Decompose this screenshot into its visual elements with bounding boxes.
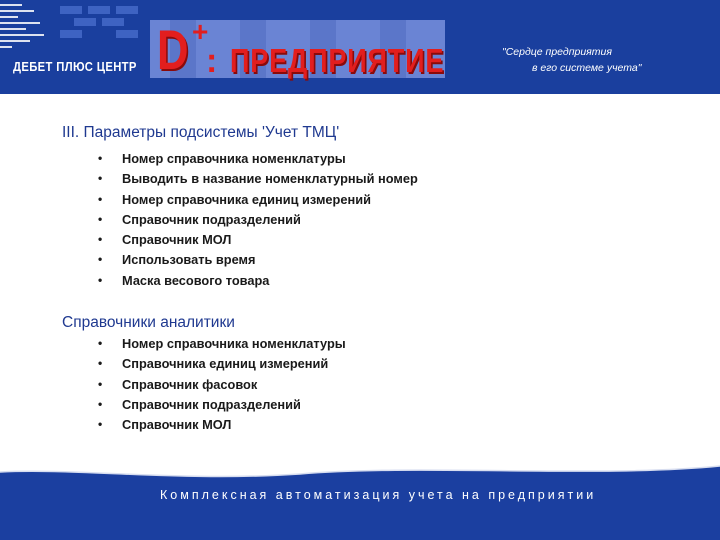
logo-letter: D (157, 18, 189, 81)
list-item-text: Справочник фасовок (122, 376, 258, 392)
logo-colon: : (206, 42, 218, 80)
bullet: • (98, 396, 103, 411)
bullet: • (98, 336, 103, 350)
list-item-text: Справочник подразделений (122, 396, 301, 412)
list-item-text: Использовать время (122, 252, 256, 268)
bullet: • (98, 252, 103, 267)
list-item-text: Справочник МОЛ (122, 232, 232, 248)
section-title-analytics: Справочники аналитики (62, 314, 235, 331)
company-name: ДЕБЕТ ПЛЮС ЦЕНТР (13, 60, 137, 74)
bullet: • (98, 356, 103, 371)
bullet: • (98, 232, 103, 247)
slogan-line-1: "Сердце предприятия (502, 46, 612, 58)
bullet: • (98, 272, 103, 287)
list-item-text: Номер справочника номенклатуры (122, 151, 346, 166)
list-item-text: Выводить в название номенклатурный номер (122, 171, 418, 187)
list-item-text: Номер справочника единиц измерений (122, 191, 371, 207)
list-item-text: Справочник МОЛ (122, 417, 232, 433)
bullet: • (98, 211, 103, 226)
bullet: • (98, 191, 103, 206)
list-item-text: Номер справочника номенклатуры (122, 336, 346, 351)
list-item-text: Справочника единиц измерений (122, 356, 329, 372)
bullet: • (98, 151, 103, 165)
section-title-parameters: III. Параметры подсистемы 'Учет ТМЦ' (62, 124, 340, 141)
header-stripes-decoration (0, 0, 160, 94)
footer-tagline: Комплексная автоматизация учета на предприятии (160, 488, 597, 502)
logo-text: ПРЕДПРИЯТИЕ (230, 42, 445, 79)
list-item-text: Маска весового товара (122, 272, 270, 288)
slogan (502, 44, 641, 76)
bullet: • (98, 171, 103, 186)
header-banner (0, 0, 720, 94)
bullet: • (98, 417, 103, 432)
bullet: • (98, 376, 103, 391)
logo-plus: + (192, 16, 209, 47)
list-item-text: Справочник подразделений (122, 211, 301, 227)
footer-banner (0, 460, 720, 540)
slogan-line-2: в его системе учета" (532, 62, 642, 74)
